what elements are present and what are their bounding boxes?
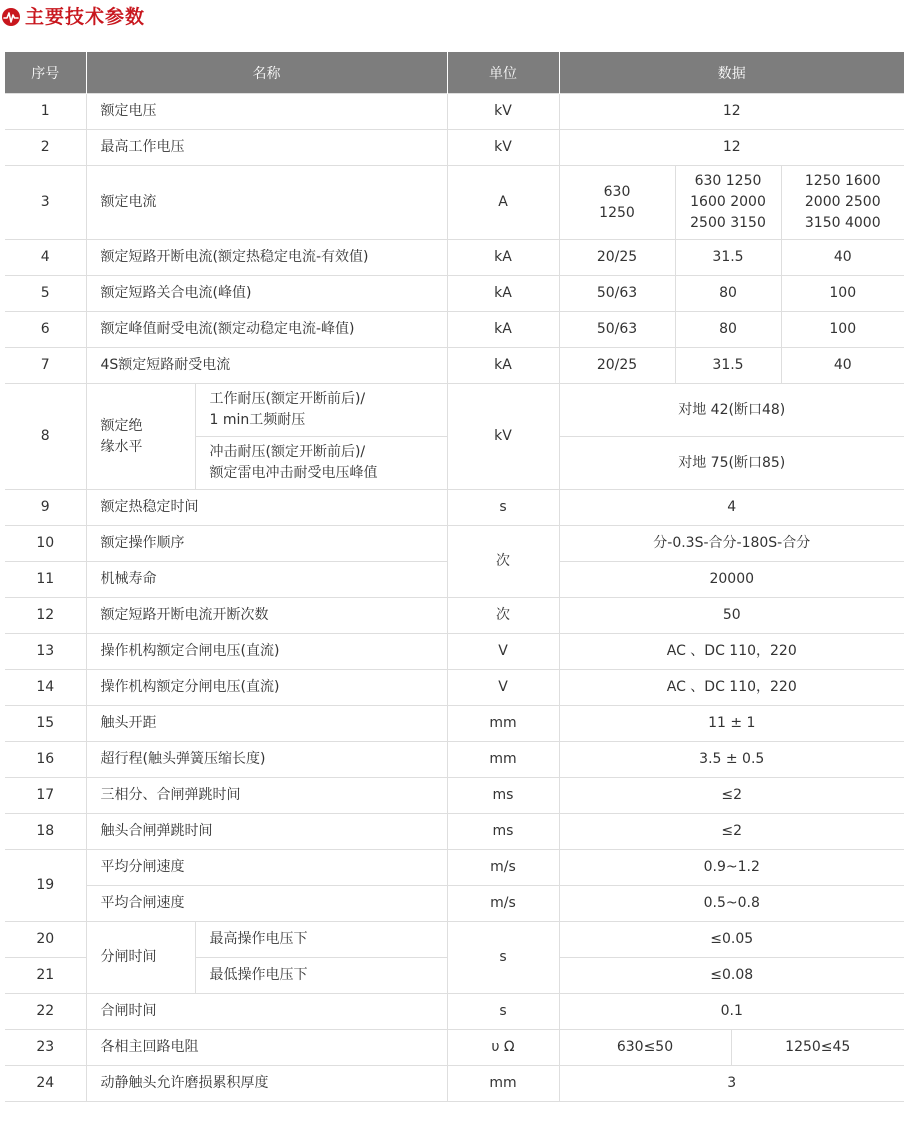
row-index: 5: [5, 276, 86, 312]
table-row: [5, 886, 904, 922]
table-row: [5, 1030, 904, 1066]
param-unit: kV: [447, 384, 559, 490]
param-name: 额定电压: [86, 94, 447, 130]
table-row: [5, 850, 904, 886]
table-row: [5, 778, 904, 814]
row-index: 10: [5, 526, 86, 562]
param-value: 0.1: [559, 994, 904, 1030]
row-index: 24: [5, 1066, 86, 1102]
param-value: 3: [559, 1066, 904, 1102]
param-value: 50: [559, 598, 904, 634]
param-value: 4: [559, 490, 904, 526]
column-header-data: 数据: [559, 52, 904, 94]
table-row: [5, 922, 904, 958]
row-index: 14: [5, 670, 86, 706]
param-unit: m/s: [447, 850, 559, 886]
param-name: 平均分闸速度: [86, 850, 447, 886]
param-unit: kV: [447, 94, 559, 130]
table-row: [5, 742, 904, 778]
table-header-row: [5, 52, 904, 94]
param-unit: s: [447, 922, 559, 994]
param-name: 超行程(触头弹簧压缩长度): [86, 742, 447, 778]
param-value: 1250 1600 2000 2500 3150 4000: [781, 166, 904, 240]
param-unit: ms: [447, 814, 559, 850]
param-name: 各相主回路电阻: [86, 1030, 447, 1066]
param-subname: 最高操作电压下: [195, 922, 447, 958]
table-row: [5, 994, 904, 1030]
param-unit: A: [447, 166, 559, 240]
table-row: [5, 490, 904, 526]
row-index: 16: [5, 742, 86, 778]
table-row: [5, 706, 904, 742]
param-value: 31.5: [675, 240, 781, 276]
param-value: 40: [781, 240, 904, 276]
column-header-unit: 单位: [447, 52, 559, 94]
table-row: [5, 598, 904, 634]
table-row: [5, 240, 904, 276]
param-subname: 工作耐压(额定开断前后)/ 1 min工频耐压: [195, 384, 447, 437]
param-name: 三相分、合闸弹跳时间: [86, 778, 447, 814]
param-name: 4S额定短路耐受电流: [86, 348, 447, 384]
row-index: 21: [5, 958, 86, 994]
param-value: 100: [781, 312, 904, 348]
param-value: 80: [675, 312, 781, 348]
row-index: 3: [5, 166, 86, 240]
param-value: 12: [559, 94, 904, 130]
param-unit: mm: [447, 742, 559, 778]
param-value: 0.9~1.2: [559, 850, 904, 886]
row-index: 19: [5, 850, 86, 922]
row-index: 6: [5, 312, 86, 348]
param-name: 合闸时间: [86, 994, 447, 1030]
param-name: 操作机构额定分闸电压(直流): [86, 670, 447, 706]
param-value: 对地 42(断口48): [559, 384, 904, 437]
param-name: 触头合闸弹跳时间: [86, 814, 447, 850]
table-row: [5, 670, 904, 706]
table-row: [5, 130, 904, 166]
param-value: 分-0.3S-合分-180S-合分: [559, 526, 904, 562]
param-name: 最高工作电压: [86, 130, 447, 166]
param-value: AC 、DC 110，220: [559, 634, 904, 670]
param-name: 额定短路开断电流(额定热稳定电流-有效值): [86, 240, 447, 276]
param-unit: s: [447, 994, 559, 1030]
row-index: 23: [5, 1030, 86, 1066]
row-index: 22: [5, 994, 86, 1030]
param-value: 3.5 ± 0.5: [559, 742, 904, 778]
spec-table: [5, 52, 904, 1102]
param-value: 80: [675, 276, 781, 312]
param-name: 额定峰值耐受电流(额定动稳定电流-峰值): [86, 312, 447, 348]
param-value: 0.5~0.8: [559, 886, 904, 922]
param-value: ≤0.08: [559, 958, 904, 994]
param-value: 40: [781, 348, 904, 384]
row-index: 1: [5, 94, 86, 130]
param-value: 12: [559, 130, 904, 166]
param-value: 31.5: [675, 348, 781, 384]
param-value: ≤2: [559, 778, 904, 814]
param-value: ≤0.05: [559, 922, 904, 958]
row-index: 11: [5, 562, 86, 598]
param-unit: kV: [447, 130, 559, 166]
row-index: 7: [5, 348, 86, 384]
table-row: [5, 166, 904, 240]
param-name: 机械寿命: [86, 562, 447, 598]
param-unit: ms: [447, 778, 559, 814]
param-name: 额定热稳定时间: [86, 490, 447, 526]
param-value: 100: [781, 276, 904, 312]
row-index: 9: [5, 490, 86, 526]
param-value: 20000: [559, 562, 904, 598]
section-header: [0, 0, 904, 44]
table-row: [5, 276, 904, 312]
param-unit: mm: [447, 1066, 559, 1102]
param-value: ≤2: [559, 814, 904, 850]
param-value: 20/25: [559, 240, 675, 276]
param-unit: kA: [447, 240, 559, 276]
param-subname: 冲击耐压(额定开断前后)/ 额定雷电冲击耐受电压峰值: [195, 437, 447, 490]
table-row: [5, 384, 904, 437]
param-name: 分闸时间: [86, 922, 195, 994]
table-row: [5, 634, 904, 670]
page-title: 主要技术参数: [25, 6, 146, 28]
param-name: 额定操作顺序: [86, 526, 447, 562]
param-value: 1250≤45: [731, 1030, 904, 1066]
table-row: [5, 526, 904, 562]
param-value: 11 ± 1: [559, 706, 904, 742]
table-row: [5, 94, 904, 130]
param-value: 630≤50: [559, 1030, 731, 1066]
param-name: 操作机构额定合闸电压(直流): [86, 634, 447, 670]
column-header-name: 名称: [86, 52, 447, 94]
row-index: 12: [5, 598, 86, 634]
param-value: 50/63: [559, 312, 675, 348]
param-value: 20/25: [559, 348, 675, 384]
table-row: [5, 814, 904, 850]
param-name: 额定短路开断电流开断次数: [86, 598, 447, 634]
row-index: 8: [5, 384, 86, 490]
param-subname: 最低操作电压下: [195, 958, 447, 994]
param-value: 630 1250: [559, 166, 675, 240]
param-name: 额定绝 缘水平: [86, 384, 195, 490]
row-index: 13: [5, 634, 86, 670]
param-unit: s: [447, 490, 559, 526]
param-value: 50/63: [559, 276, 675, 312]
table-row: [5, 348, 904, 384]
column-header-index: 序号: [5, 52, 86, 94]
param-unit: kA: [447, 276, 559, 312]
param-unit: 次: [447, 598, 559, 634]
param-unit: υ Ω: [447, 1030, 559, 1066]
row-index: 20: [5, 922, 86, 958]
param-unit: V: [447, 670, 559, 706]
param-unit: V: [447, 634, 559, 670]
row-index: 17: [5, 778, 86, 814]
pulse-icon: [2, 8, 20, 26]
table-row: [5, 1066, 904, 1102]
table-row: [5, 312, 904, 348]
param-unit: kA: [447, 312, 559, 348]
param-name: 额定短路关合电流(峰值): [86, 276, 447, 312]
param-value: 对地 75(断口85): [559, 437, 904, 490]
row-index: 15: [5, 706, 86, 742]
row-index: 2: [5, 130, 86, 166]
param-value: 630 1250 1600 2000 2500 3150: [675, 166, 781, 240]
param-name: 动静触头允许磨损累积厚度: [86, 1066, 447, 1102]
param-unit: m/s: [447, 886, 559, 922]
param-value: AC 、DC 110，220: [559, 670, 904, 706]
row-index: 18: [5, 814, 86, 850]
param-unit: 次: [447, 526, 559, 598]
param-name: 触头开距: [86, 706, 447, 742]
param-name: 额定电流: [86, 166, 447, 240]
row-index: 4: [5, 240, 86, 276]
param-unit: mm: [447, 706, 559, 742]
param-name: 平均合闸速度: [86, 886, 447, 922]
param-unit: kA: [447, 348, 559, 384]
